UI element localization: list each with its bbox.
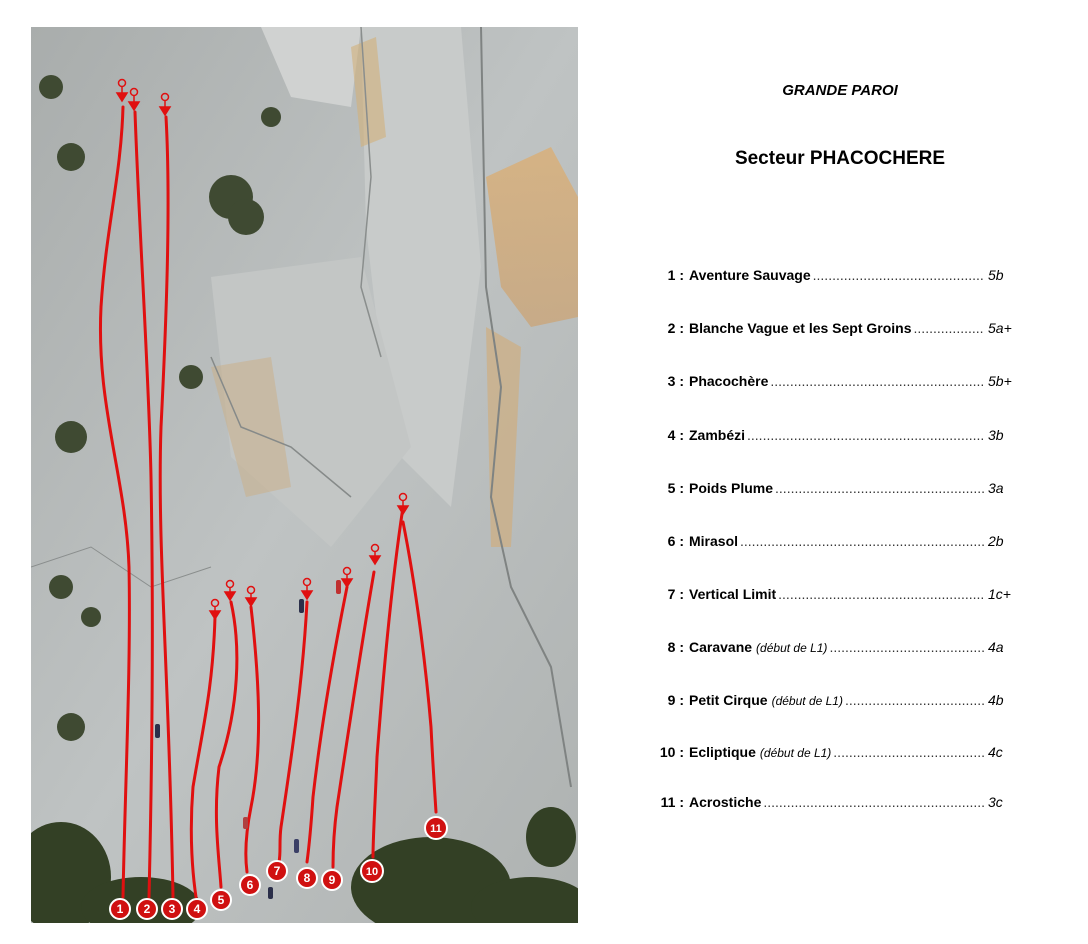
route-row xyxy=(640,480,1020,500)
route-grade: 3c xyxy=(988,794,1003,810)
route-row xyxy=(640,320,1020,340)
leader-dots xyxy=(914,320,984,336)
route-grade: 5b+ xyxy=(988,373,1012,389)
route-grade: 2b xyxy=(988,533,1004,549)
route-note: (début de L1) xyxy=(756,641,828,655)
route-number: 6 : xyxy=(667,533,684,549)
route-row xyxy=(640,794,1020,814)
marker-3 xyxy=(162,899,182,919)
route-name: Phacochère xyxy=(689,373,769,389)
marker-7 xyxy=(267,861,287,881)
sector-title: Secteur PHACOCHERE xyxy=(734,148,946,169)
marker-6 xyxy=(240,875,260,895)
route-grade: 1c+ xyxy=(988,586,1011,602)
route-row xyxy=(640,744,1020,764)
svg-text:3: 3 xyxy=(168,902,176,916)
svg-text:11: 11 xyxy=(430,823,442,835)
route-name: Petit Cirque xyxy=(689,692,768,708)
marker-5 xyxy=(211,890,231,910)
leader-dots xyxy=(845,692,984,708)
route-number: 5 : xyxy=(667,480,684,496)
svg-text:4: 4 xyxy=(193,902,201,916)
route-row xyxy=(640,427,1020,447)
route-grade: 3b xyxy=(988,427,1004,443)
route-name: Zambézi xyxy=(689,427,746,443)
marker-2 xyxy=(137,899,157,919)
svg-text:8: 8 xyxy=(303,871,311,885)
route-number: 10 : xyxy=(659,744,684,760)
route-number: 4 : xyxy=(667,427,684,443)
marker-9 xyxy=(322,870,342,890)
route-number: 11 : xyxy=(660,794,684,810)
route-name: Caravane xyxy=(689,639,753,655)
leader-dots xyxy=(829,639,984,655)
cliff-photo xyxy=(31,27,578,923)
route-name: Ecliptique xyxy=(689,744,756,760)
route-row xyxy=(640,692,1020,712)
route-row xyxy=(640,373,1020,393)
leader-dots xyxy=(747,427,984,443)
marker-1 xyxy=(110,899,130,919)
route-name: Blanche Vague et les Sept Groins xyxy=(689,320,912,336)
marker-4 xyxy=(187,899,207,919)
route-number: 2 : xyxy=(667,320,684,336)
wall-title: GRANDE PAROI xyxy=(782,82,898,99)
leader-dots xyxy=(775,480,984,496)
route-number: 1 : xyxy=(667,267,684,283)
svg-text:6: 6 xyxy=(246,878,254,892)
route-number: 7 : xyxy=(667,586,684,602)
marker-11 xyxy=(425,817,447,839)
route-grade: 3a xyxy=(988,480,1004,496)
leader-dots xyxy=(740,533,984,549)
svg-text:9: 9 xyxy=(328,873,336,887)
route-row xyxy=(640,533,1020,553)
leader-dots xyxy=(770,373,984,389)
route-name: Poids Plume xyxy=(689,480,774,496)
route-row xyxy=(640,639,1020,659)
marker-8 xyxy=(297,868,317,888)
route-grade: 5a+ xyxy=(988,320,1012,336)
route-grade: 5b xyxy=(988,267,1004,283)
svg-text:1: 1 xyxy=(116,902,124,916)
route-number: 8 : xyxy=(667,639,684,655)
svg-text:2: 2 xyxy=(143,902,151,916)
route-grade: 4a xyxy=(988,639,1004,655)
leader-dots xyxy=(778,586,984,602)
route-name: Vertical Limit xyxy=(689,586,777,602)
route-row xyxy=(640,267,1020,287)
leader-dots xyxy=(833,744,984,760)
leader-dots xyxy=(813,267,984,283)
svg-text:10: 10 xyxy=(365,866,379,878)
route-name: Mirasol xyxy=(689,533,739,549)
route-name: Aventure Sauvage xyxy=(689,267,811,283)
route-note: (début de L1) xyxy=(759,746,832,760)
route-number: 3 : xyxy=(667,373,684,389)
svg-text:7: 7 xyxy=(273,864,281,878)
route-grade: 4c xyxy=(988,744,1003,760)
route-name: Acrostiche xyxy=(689,794,762,810)
marker-10 xyxy=(361,860,383,882)
route-grade: 4b xyxy=(988,692,1004,708)
leader-dots xyxy=(763,794,984,810)
route-row xyxy=(640,586,1020,606)
svg-text:5: 5 xyxy=(217,893,225,907)
route-number: 9 : xyxy=(667,692,684,708)
route-note: (début de L1) xyxy=(771,694,843,708)
